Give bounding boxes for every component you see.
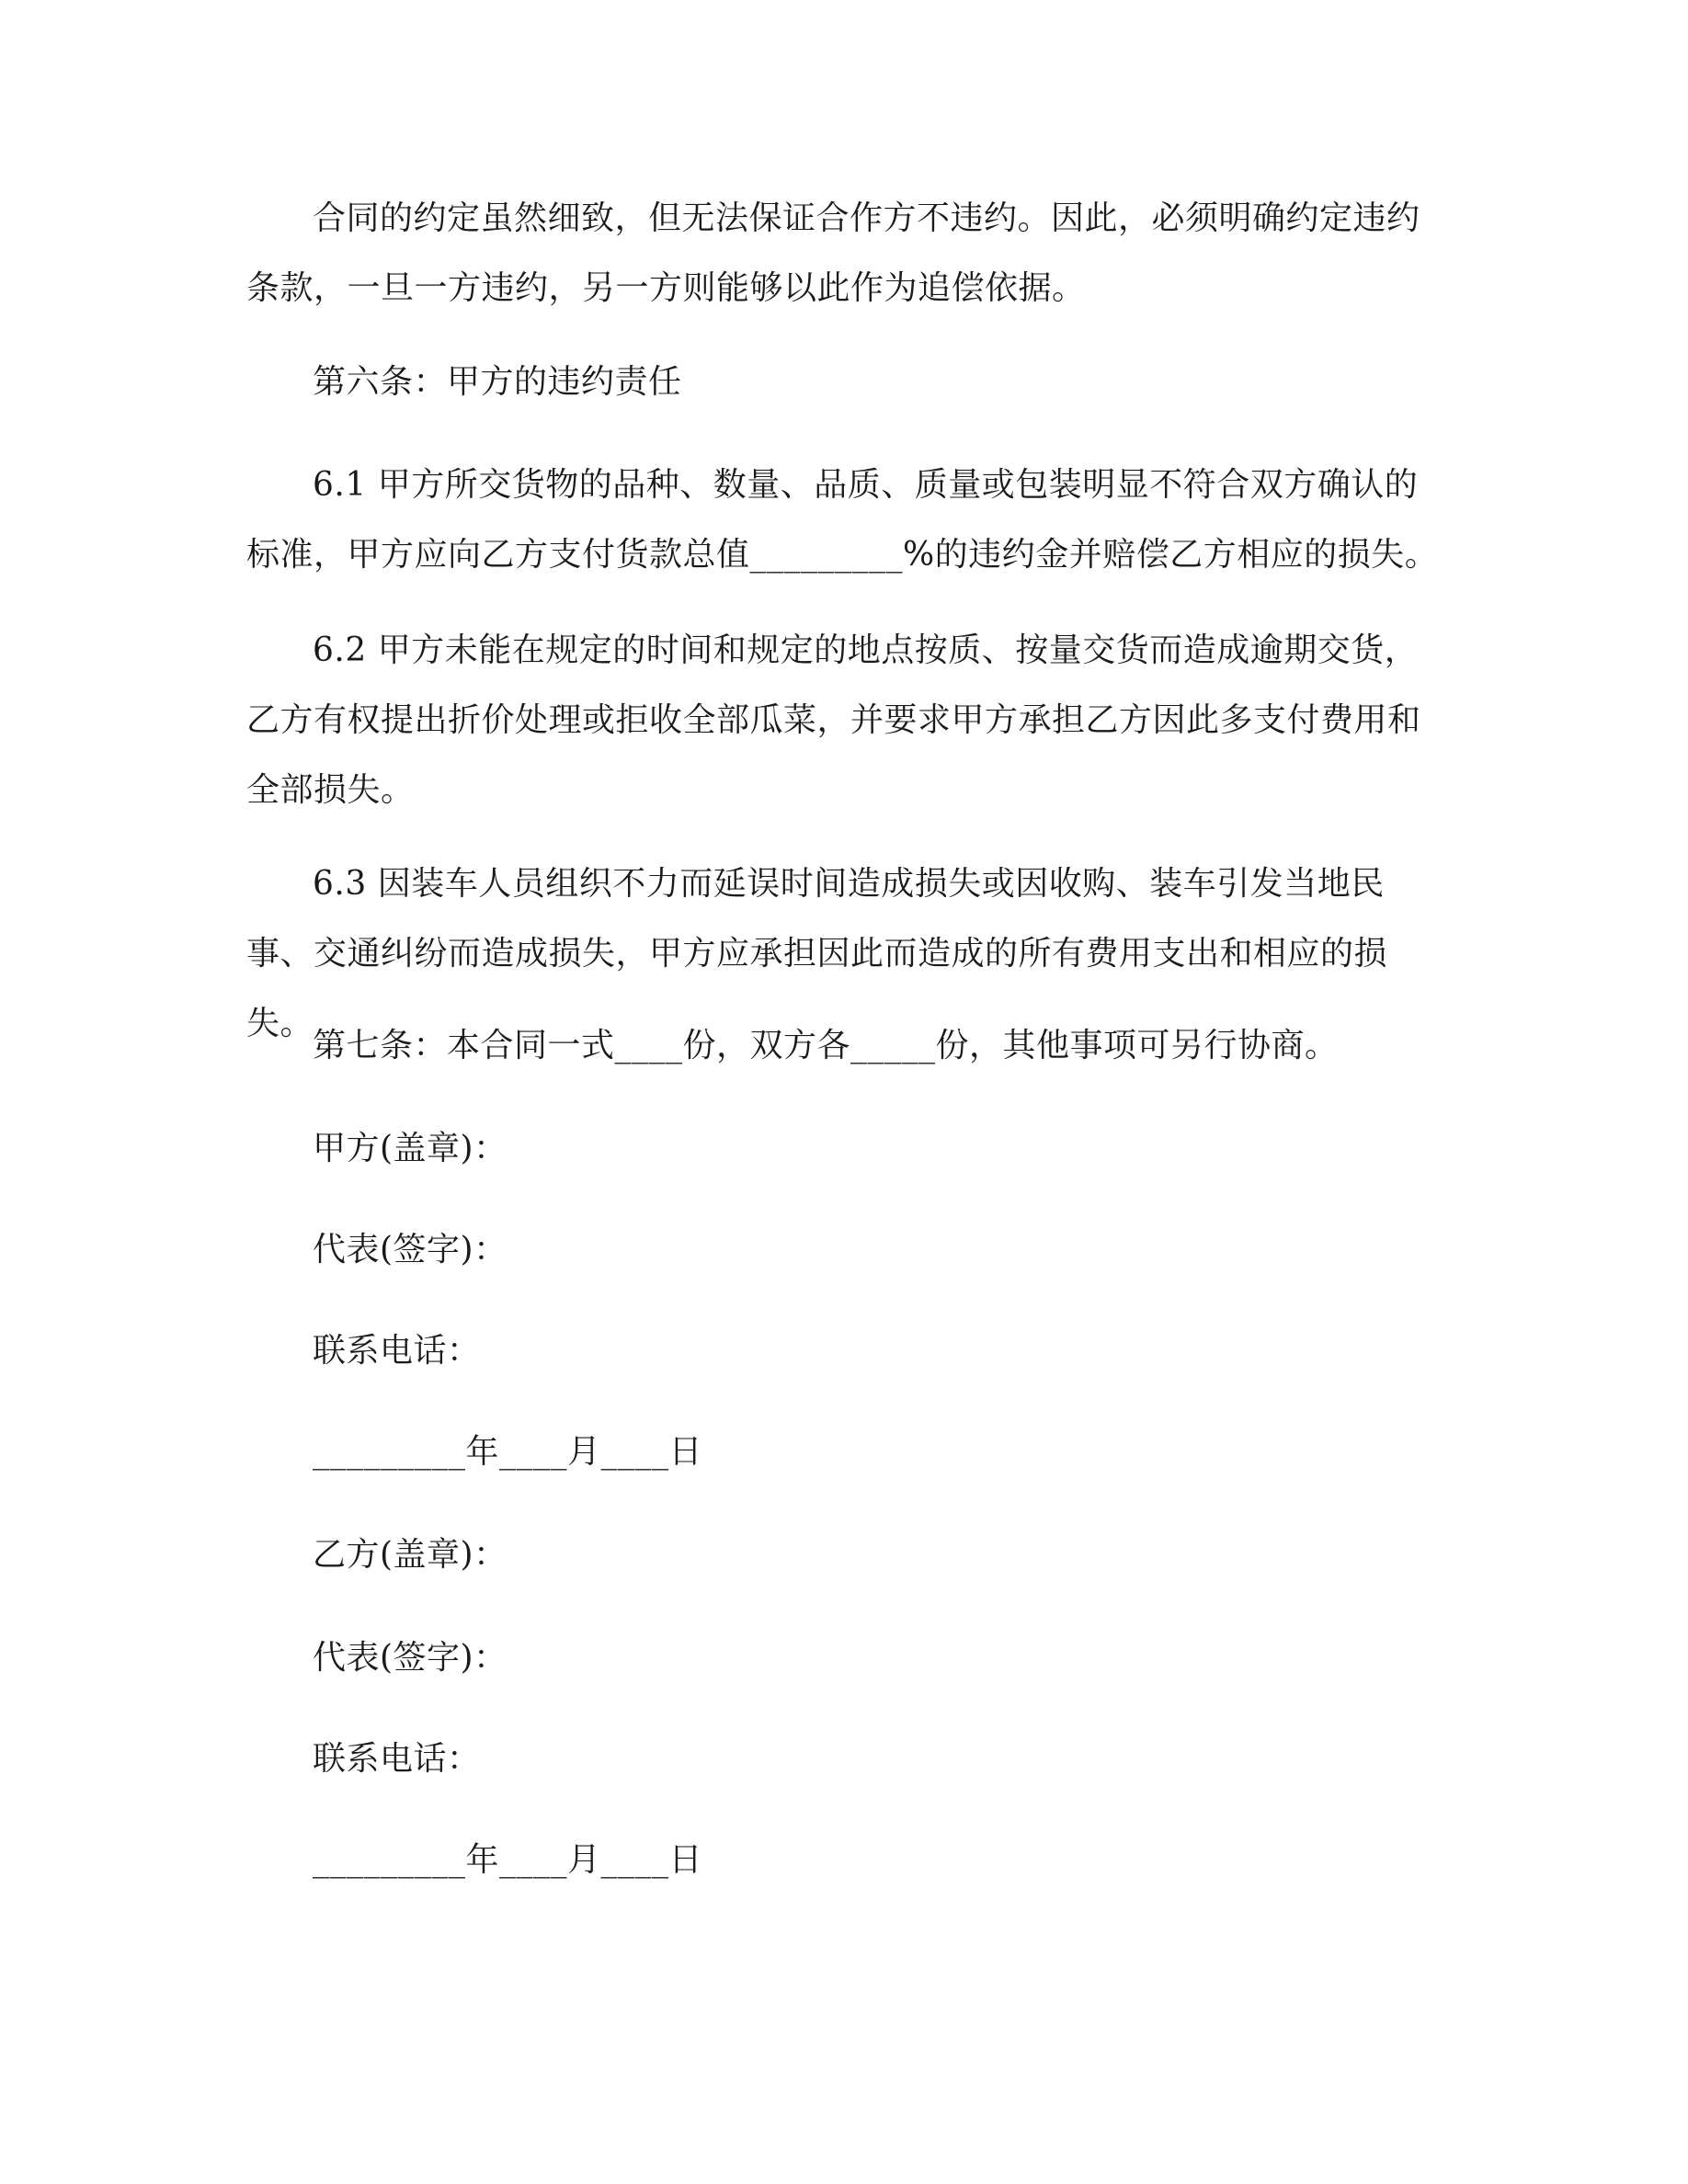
party-a-seal-label: 甲方(盖章)： bbox=[313, 1130, 508, 1167]
party-b-phone-label: 联系电话： bbox=[313, 1740, 481, 1778]
party-a-date-line: _________年____月____日 bbox=[313, 1433, 702, 1471]
clause-6-2-paragraph: 6.2 甲方未能在规定的时间和规定的地点按质、按量交货而造成逾期交货，乙方有权提出折价处理或拒收全部瓜菜，并要求甲方承担乙方因此多支付费用和全部损失。 bbox=[246, 631, 1421, 809]
party-a-phone-label: 联系电话： bbox=[313, 1332, 481, 1370]
party-a-representative-label: 代表(签字)： bbox=[313, 1231, 508, 1268]
party-b-representative-label: 代表(签字)： bbox=[313, 1639, 508, 1677]
clause-6-3-paragraph: 6.3 因装车人员组织不力而延误时间造成损失或因收购、装车引发当地民事、交通纠纷而造成损失，甲方应承担因此而造成的所有费用支出和相应的损失。 bbox=[246, 865, 1388, 1042]
party-b-date-line: _________年____月____日 bbox=[313, 1841, 702, 1879]
party-b-seal-label: 乙方(盖章)： bbox=[313, 1536, 508, 1574]
clause-6-1-paragraph: 6.1 甲方所交货物的品种、数量、品质、质量或包装明显不符合双方确认的标准，甲方应向乙方支付货款总值_________%的违约金并赔偿乙方相应的损失。 bbox=[246, 466, 1439, 574]
breach-intro-paragraph: 合同的约定虽然细致，但无法保证合作方不违约。因此，必须明确约定违约条款，一旦一方违约，另一方则能够以此作为追偿依据。 bbox=[246, 199, 1420, 307]
article-seven-paragraph: 第七条：本合同一式____份，双方各_____份，其他事项可另行协商。 bbox=[313, 1027, 1339, 1064]
article-six-heading: 第六条：甲方的违约责任 bbox=[313, 363, 682, 401]
